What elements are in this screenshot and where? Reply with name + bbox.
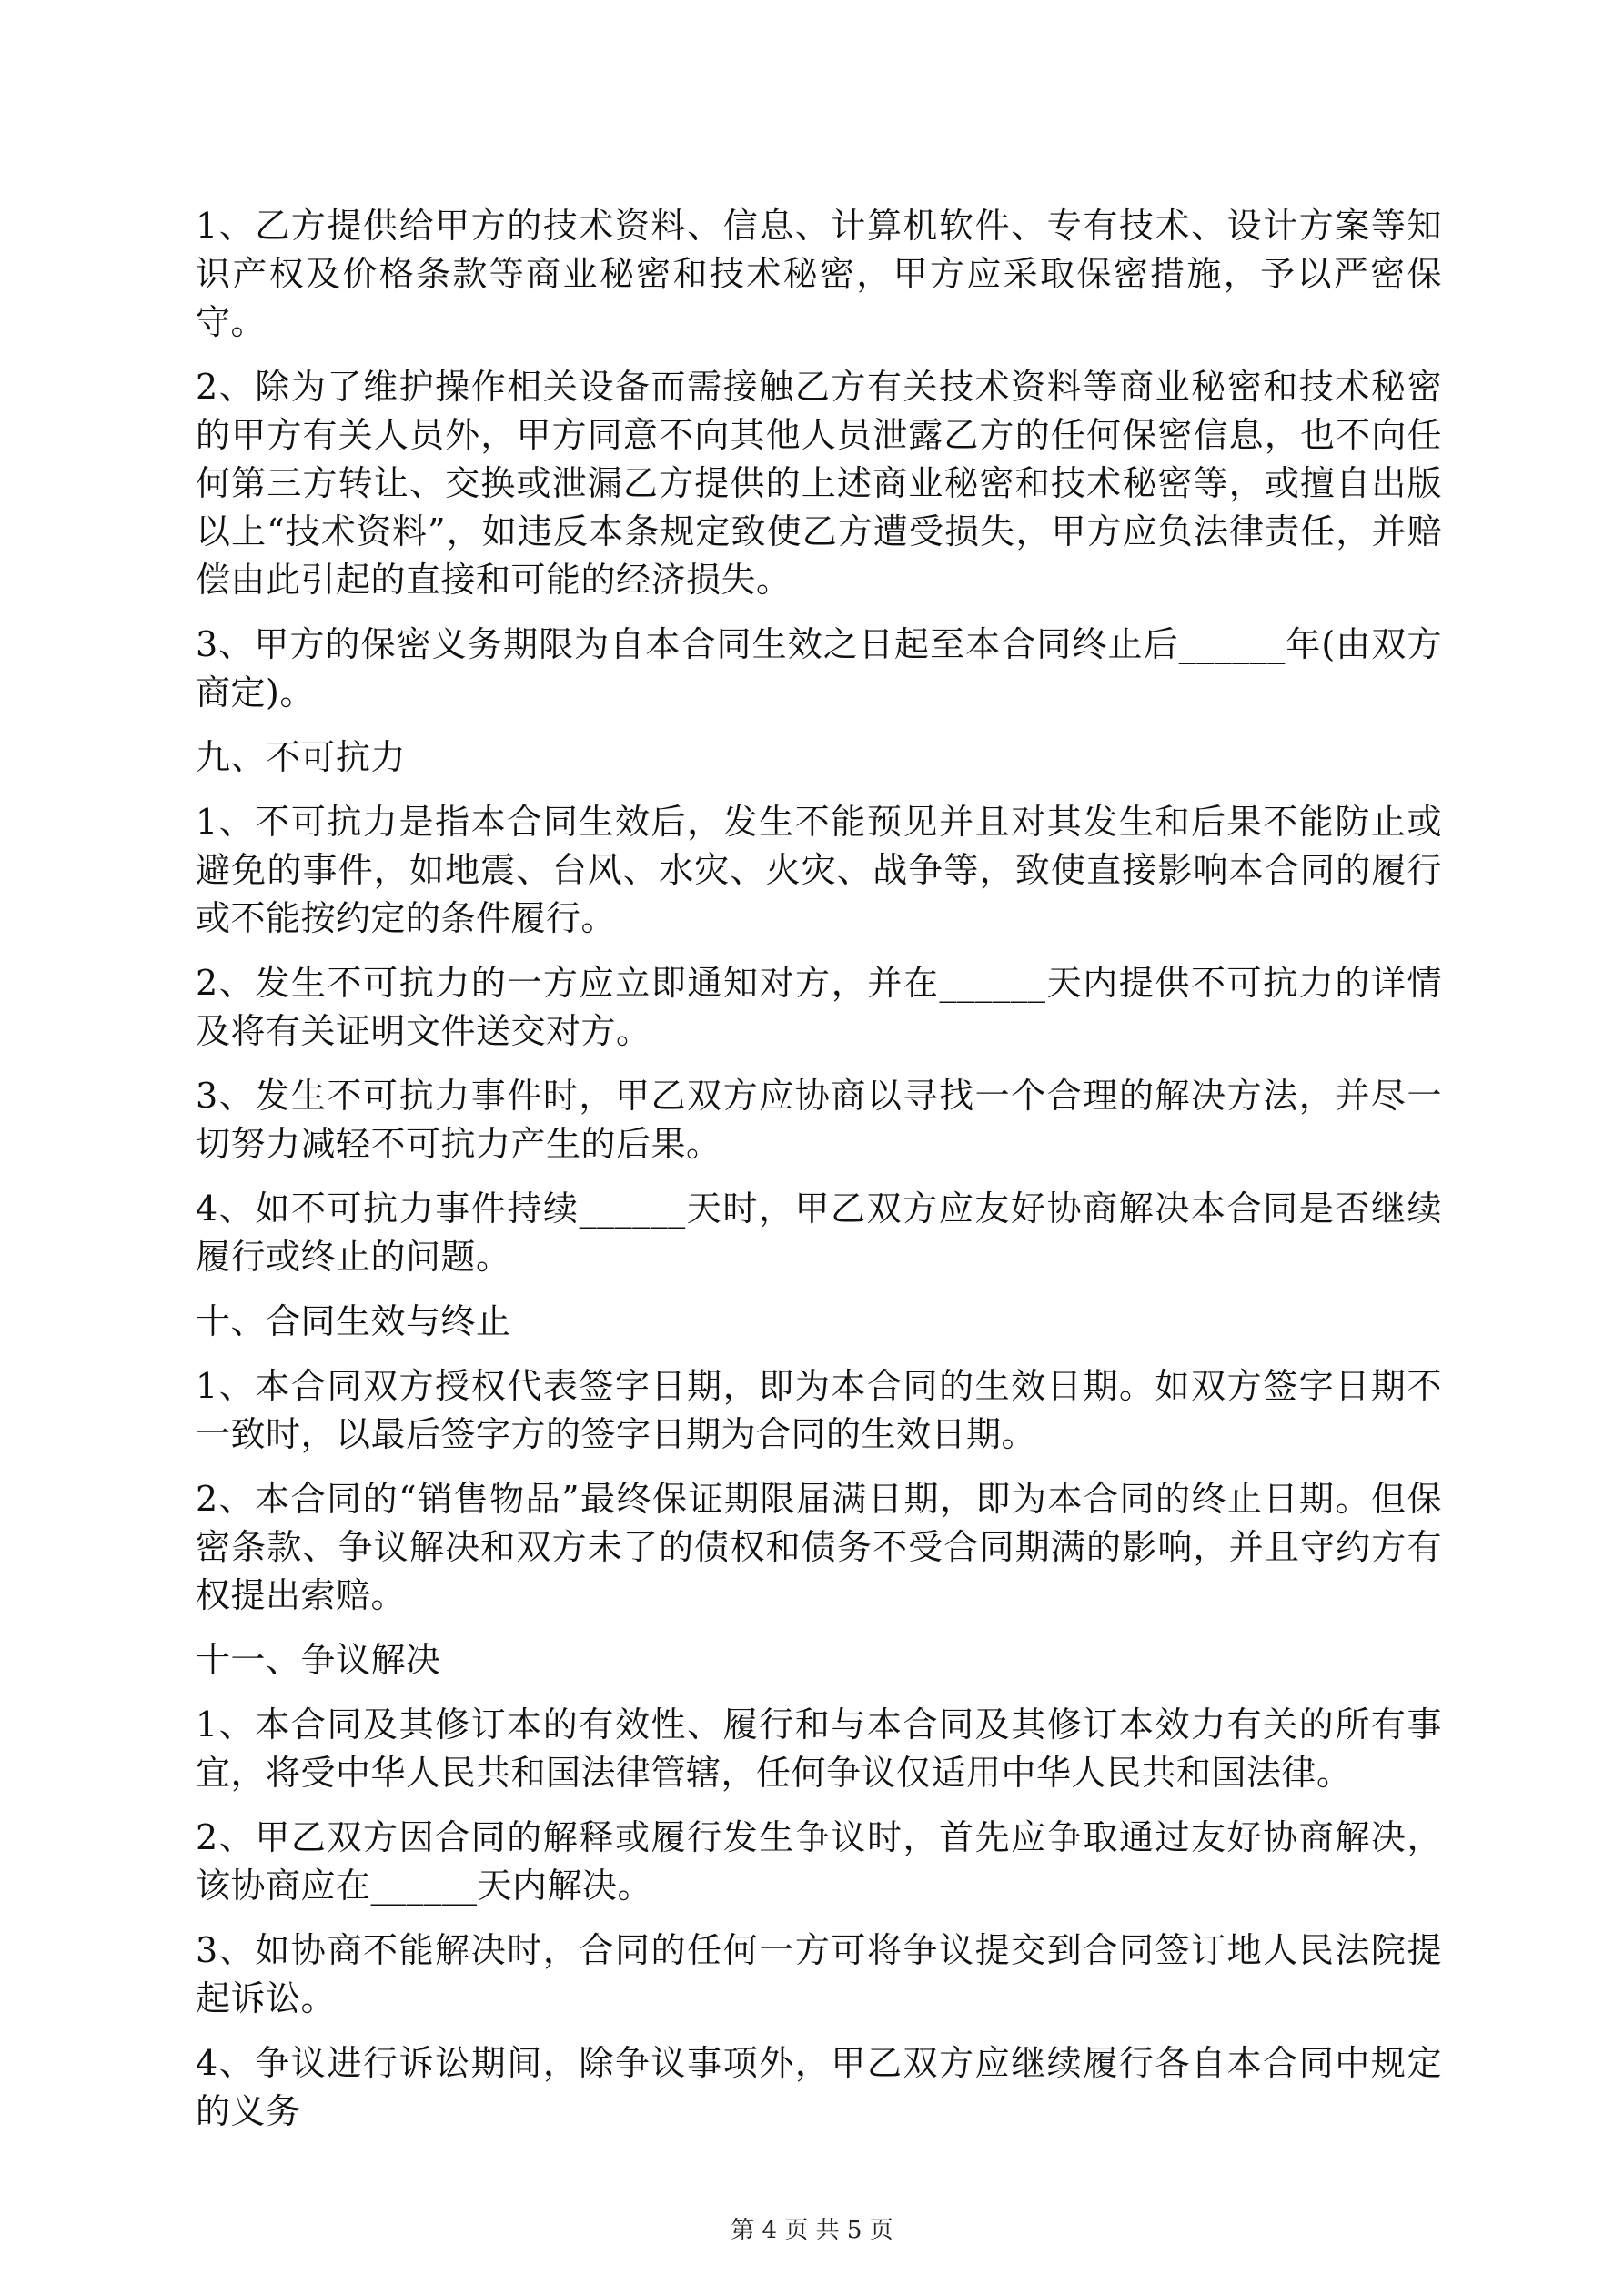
paragraph-12: 3、如协商不能解决时，合同的任何一方可将争议提交到合同签订地人民法院提起诉讼。: [196, 1930, 1442, 2018]
document-body: [196, 202, 1442, 2152]
paragraph-10: 1、本合同及其修订本的有效性、履行和与本合同及其修订本效力有关的所有事宜，将受中华人民共和国法律管辖，任何争议仅适用中华人民共和国法律。: [196, 1704, 1442, 1793]
paragraph-11: 2、甲乙双方因合同的解释或履行发生争议时，首先应争取通过友好协商解决，该协商应在______天内解决。: [196, 1817, 1442, 1906]
section-heading-10: 十、合同生效与终止: [196, 1301, 511, 1341]
section-heading-9: 九、不可抗力: [196, 737, 407, 777]
paragraph-5: 2、发生不可抗力的一方应立即通知对方，并在______天内提供不可抗力的详情及将有关证明文件送交对方。: [196, 963, 1442, 1051]
paragraph-1: 1、乙方提供给甲方的技术资料、信息、计算机软件、专有技术、设计方案等知识产权及价格条款等商业秘密和技术秘密，甲方应采取保密措施，予以严密保守。: [196, 206, 1442, 342]
paragraph-13: 4、争议进行诉讼期间，除争议事项外，甲乙双方应继续履行各自本合同中规定的义务: [196, 2043, 1442, 2131]
page-footer: 第 4 页 共 5 页: [731, 2217, 893, 2244]
paragraph-4: 1、不可抗力是指本合同生效后，发生不能预见并且对其发生和后果不能防止或避免的事件，如地震、台风、水灾、火灾、战争等，致使直接影响本合同的履行或不能按约定的条件履行。: [196, 802, 1442, 938]
paragraph-8: 1、本合同双方授权代表签字日期，即为本合同的生效日期。如双方签字日期不一致时，以最后签字方的签字日期为合同的生效日期。: [196, 1366, 1442, 1454]
paragraph-2: 2、除为了维护操作相关设备而需接触乙方有关技术资料等商业秘密和技术秘密的甲方有关人员外，甲方同意不向其他人员泄露乙方的任何保密信息，也不向任何第三方转让、交换或泄漏乙方提供的上述商业秘密和技术秘密等，或擅自出版以上“技术资料”，如违反本条规定致使乙方遭受损失，甲方应负法律责任，并赔偿由此引起的直接和可能的经济损失。: [196, 367, 1442, 600]
section-heading-11: 十一、争议解决: [196, 1640, 441, 1680]
paragraph-3: 3、甲方的保密义务期限为自本合同生效之日起至本合同终止后______年(由双方商定)。: [196, 624, 1442, 713]
paragraph-7: 4、如不可抗力事件持续______天时，甲乙双方应友好协商解决本合同是否继续履行或终止的问题。: [196, 1188, 1442, 1277]
paragraph-6: 3、发生不可抗力事件时，甲乙双方应协商以寻找一个合理的解决方法，并尽一切努力减轻不可抗力产生的后果。: [196, 1076, 1442, 1164]
paragraph-9: 2、本合同的“销售物品”最终保证期限届满日期，即为本合同的终止日期。但保密条款、争议解决和双方未了的债权和债务不受合同期满的影响，并且守约方有权提出索赔。: [196, 1479, 1442, 1615]
